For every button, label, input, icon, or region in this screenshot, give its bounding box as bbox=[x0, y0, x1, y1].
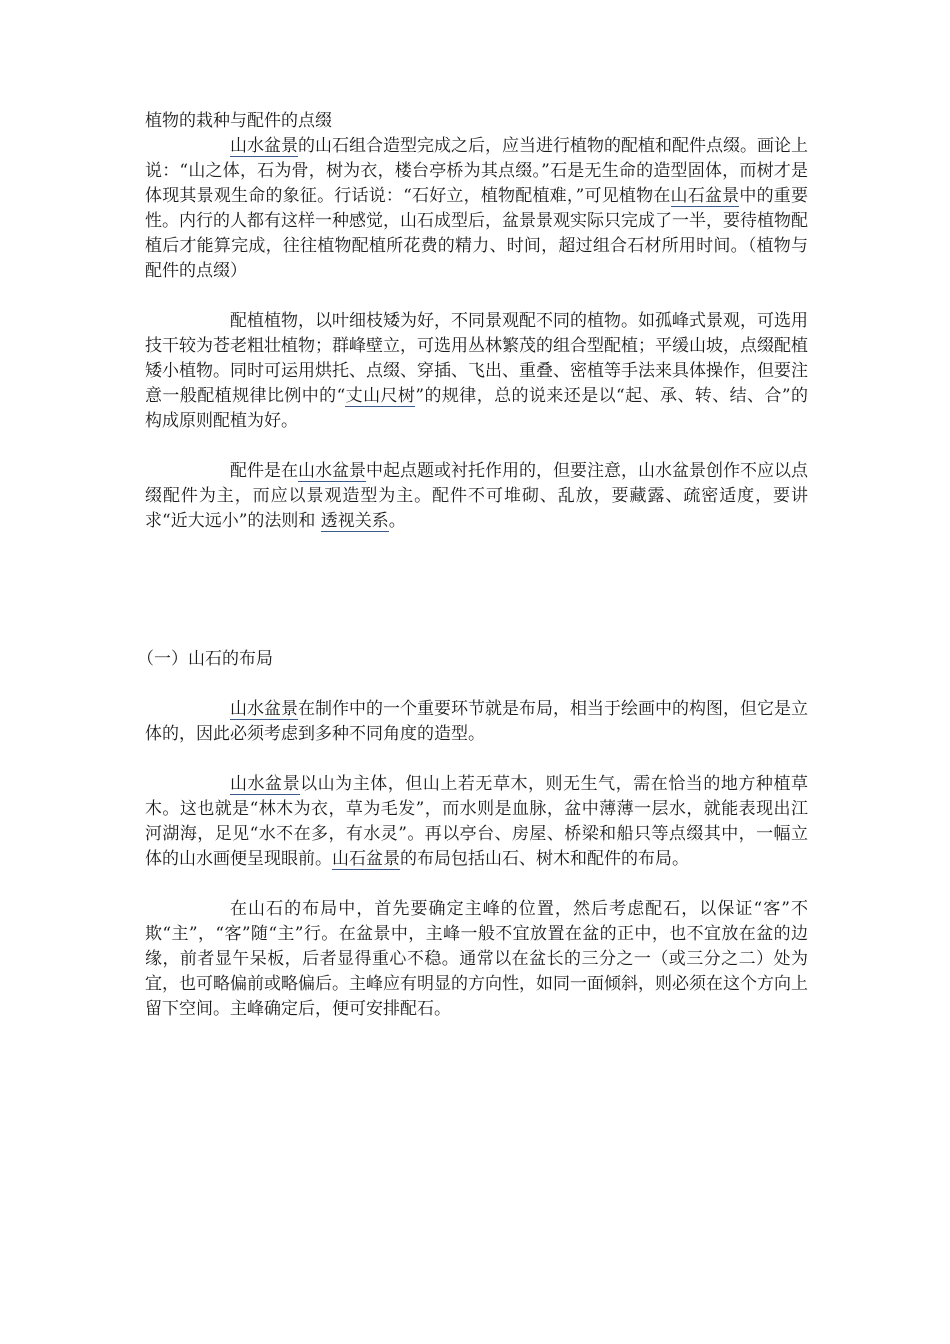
paragraph-planting-intro bbox=[145, 134, 808, 284]
link-zhangshan-chishu[interactable]: 丈山尺树 bbox=[345, 386, 416, 406]
paragraph-layout-intro bbox=[145, 697, 808, 747]
paragraph-text: 的布局包括山石、树木和配件的布局。 bbox=[400, 849, 689, 869]
spacer bbox=[145, 872, 808, 897]
paragraph-main-peak bbox=[145, 897, 808, 1022]
paragraph-text: 中的重要性。内行的人都有这样一种感觉，山石成型后，盆景景观实际只完成了一半，要待植物配植后才能算完成，往往植物配植所花费的精力、时间，超过组合石材所用时间。（植物与配件的点缀） bbox=[145, 186, 809, 281]
spacer bbox=[145, 284, 808, 309]
paragraph-plant-selection bbox=[145, 309, 808, 434]
paragraph-text: ”的规律，总的说来还是以“起、承、转、结、合”的构成原则配植为好。 bbox=[145, 386, 808, 431]
spacer bbox=[145, 747, 808, 772]
paragraph-text: 的山石组合造型完成之后，应当进行植物的配植和配件点缀。画论上说：“山之体，石为骨，树为衣，楼台亭桥为其点缀。”石是无生命的造型固体，而树才是体现其景观生命的象征。行话说：“石好立，植物配植难，”可见植物在 bbox=[145, 136, 808, 206]
document-page bbox=[137, 108, 809, 1022]
paragraph-accessories bbox=[145, 459, 808, 534]
paragraph-text: 中起点题或衬托作用的，但要注意，山水盆景创作不应以点缀配件为主，而应以景观造型为主。配件不可堆砌、乱放，要藏露、疏密适度，要讲求“近大远小”的法则和 bbox=[145, 461, 808, 531]
section-title-planting: 植物的栽种与配件的点缀 bbox=[145, 111, 332, 131]
link-shanshui-penjing[interactable]: 山水盆景 bbox=[230, 774, 301, 794]
paragraph-text: 在山石的布局中，首先要确定主峰的位置，然后考虑配石，以保证“客”不欺“主”，“客”随“主”行。在盆景中，主峰一般不宜放置在盆的正中，也不宜放在盆的边缘，前者显午呆板，后者显得重心不稳。通常以在盆长的三分之一（或三分之二）处为宜，也可略偏前或略偏后。主峰应有明显的方向性，如同一面倾斜，则必须在这个方向上留下空间。主峰确定后，便可安排配石。 bbox=[145, 899, 808, 1019]
link-toushi-guanxi[interactable]: 透视关系 bbox=[320, 511, 389, 531]
spacer bbox=[145, 672, 808, 697]
link-shanshui-penjing[interactable]: 山水盆景 bbox=[298, 461, 366, 481]
link-shanshui-penjing[interactable]: 山水盆景 bbox=[230, 699, 298, 719]
paragraph-mountain-vegetation bbox=[145, 772, 808, 872]
spacer bbox=[145, 434, 808, 459]
spacer bbox=[145, 534, 808, 646]
paragraph-text: 以山为主体，但山上若无草木，则无生气，需在恰当的地方种植草木。这也就是“林木为衣，草为毛发”，而水则是血脉，盆中薄薄一层水，就能表现出江河湖海，足见“水不在多，有水灵”。再以亭台、房屋、桥梁和船只等点缀其中，一幅立体的山水画便呈现眼前。 bbox=[145, 774, 808, 869]
section-title-rock-layout: （一）山石的布局 bbox=[137, 649, 273, 669]
link-shanshui-penjing[interactable]: 山水盆景 bbox=[230, 136, 298, 156]
paragraph-text: 配件是在 bbox=[230, 461, 298, 481]
link-shanshi-penjing[interactable]: 山石盆景 bbox=[332, 849, 400, 869]
paragraph-text: 配植植物，以叶细枝矮为好，不同景观配不同的植物。如孤峰式景观，可选用技干较为苍老粗壮植物；群峰壁立，可选用丛林繁茂的组合型配植；平缓山坡，点缀配植矮小植物。同时可运用烘托、点缀、穿插、飞出、重叠、密植等手法来具体操作，但要注意一般配植规律比例中的“ bbox=[145, 311, 808, 406]
link-shanshi-penjing[interactable]: 山石盆景 bbox=[670, 186, 740, 206]
paragraph-text: 在制作中的一个重要环节就是布局，相当于绘画中的构图，但它是立体的，因此必须考虑到多种不同角度的造型。 bbox=[145, 699, 808, 744]
paragraph-text: 。 bbox=[388, 511, 406, 531]
